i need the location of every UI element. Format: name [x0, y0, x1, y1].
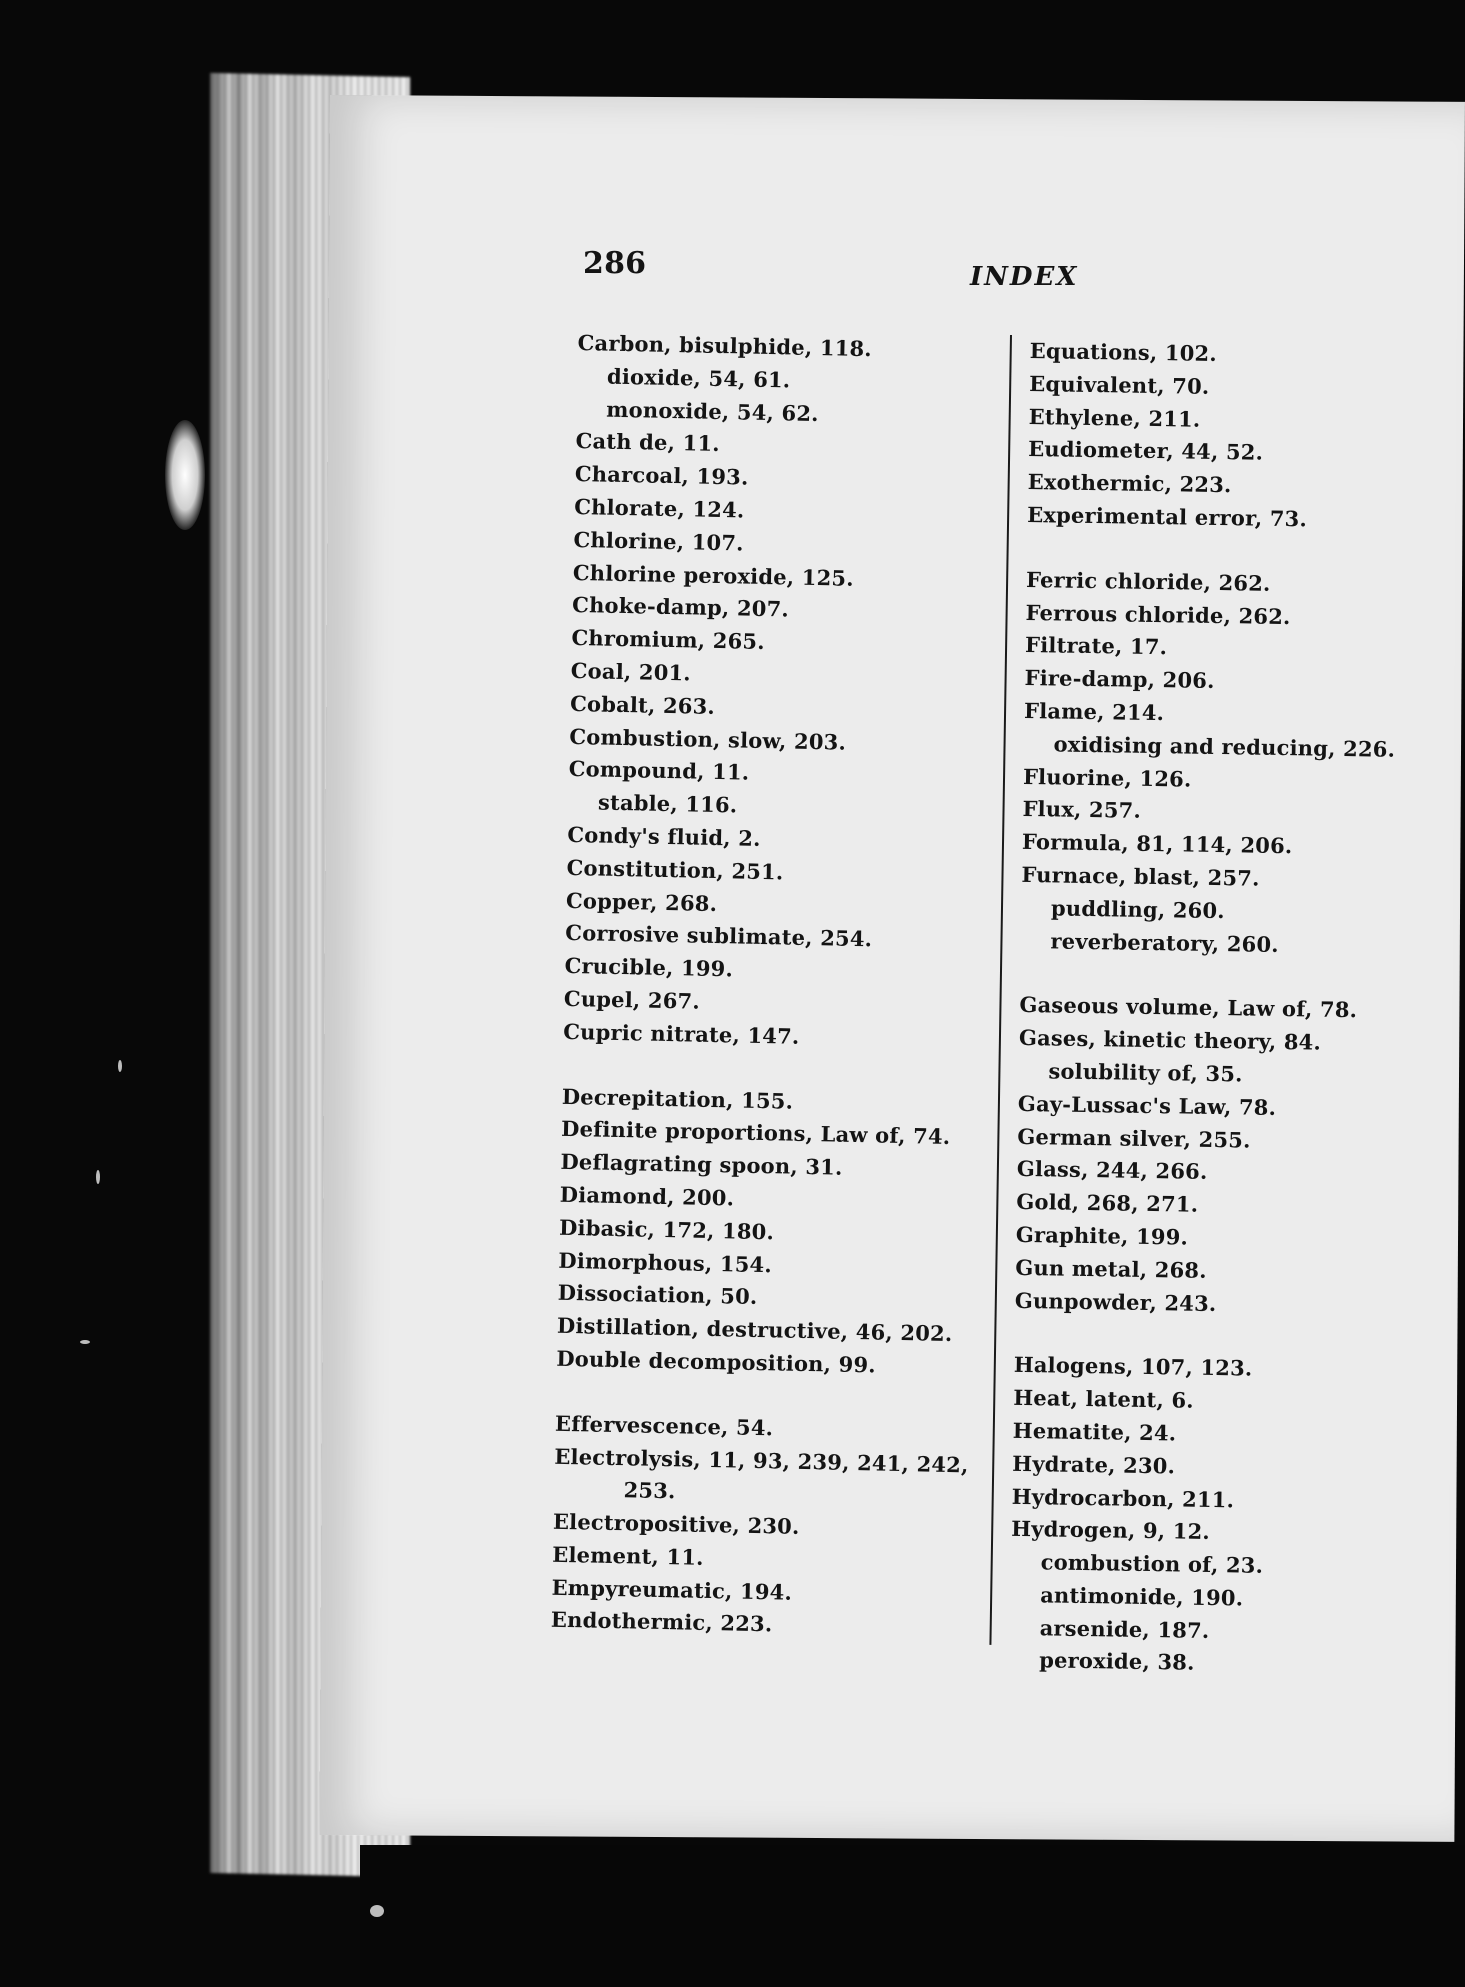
index-entry: Furnace, blast, 257. [1021, 861, 1260, 891]
index-entry: Element, 11. [552, 1541, 704, 1570]
index-entry: Cupric nitrate, 147. [562, 1018, 800, 1049]
index-entry: Distillation, destructive, 46, 202. [556, 1312, 953, 1347]
index-entry: Hydrocarbon, 211. [1011, 1483, 1235, 1512]
index-entry: Heat, latent, 6. [1013, 1384, 1194, 1413]
index-column-right [1009, 335, 1450, 1684]
index-entry: Effervescence, 54. [554, 1410, 774, 1441]
index-entry: German silver, 255. [1017, 1123, 1251, 1153]
index-subentry: oxidising and reducing, 226. [1053, 731, 1396, 762]
index-entry: Glass, 244, 266. [1016, 1156, 1208, 1185]
index-entry: Hematite, 24. [1012, 1417, 1177, 1446]
index-entry: Flux, 257. [1022, 796, 1142, 824]
index-subentry: stable, 116. [597, 789, 738, 818]
index-entry: Dibasic, 172, 180. [558, 1214, 775, 1245]
index-entry: Crucible, 199. [564, 953, 734, 982]
index-entry: Gun metal, 268. [1015, 1254, 1207, 1283]
dust-speck [96, 1170, 100, 1184]
index-entry: Gold, 268, 271. [1016, 1189, 1199, 1217]
index-entry: Deflagrating spoon, 31. [560, 1148, 843, 1180]
index-entry: Halogens, 107, 123. [1013, 1352, 1253, 1381]
index-entry: Chromium, 265. [571, 625, 766, 655]
index-entry: Fluorine, 126. [1022, 763, 1192, 792]
index-entry: Compound, 11. [568, 756, 750, 786]
index-entry: Condy's fluid, 2. [567, 821, 761, 851]
index-subentry: peroxide, 38. [1038, 1647, 1195, 1676]
index-subentry: arsenide, 187. [1039, 1615, 1210, 1643]
index-entry: Hydrate, 230. [1012, 1450, 1176, 1479]
index-entry: Combustion, slow, 203. [569, 723, 847, 755]
index-entry: Corrosive sublimate, 254. [565, 920, 873, 952]
index-entry: Graphite, 199. [1015, 1221, 1189, 1250]
index-entry: Flame, 214. [1023, 697, 1165, 726]
index-subentry: 253. [623, 1477, 676, 1504]
index-subentry: antimonide, 190. [1040, 1582, 1244, 1611]
index-entry: Coal, 201. [570, 657, 692, 686]
index-entry: Decrepitation, 155. [561, 1083, 794, 1114]
dust-speck [80, 1340, 90, 1344]
index-entry: Ethylene, 211. [1028, 403, 1201, 432]
light-glare [165, 420, 205, 530]
index-entry: Empyreumatic, 194. [551, 1574, 793, 1605]
page-number: 286 [583, 246, 647, 281]
index-column-left [551, 327, 998, 1646]
index-entry: Carbon, bisulphide, 118. [577, 329, 873, 362]
index-entry: Equivalent, 70. [1029, 370, 1210, 399]
index-subentry: combustion of, 23. [1040, 1549, 1264, 1578]
index-subentry: monoxide, 54, 62. [606, 396, 819, 426]
index-entry: Fire-damp, 206. [1024, 665, 1215, 694]
index-entry: Gaseous volume, Law of, 78. [1019, 992, 1358, 1023]
index-entry: Hydrogen, 9, 12. [1011, 1516, 1211, 1545]
index-subentry: dioxide, 54, 61. [606, 363, 791, 393]
index-entry: Filtrate, 17. [1024, 632, 1168, 660]
index-entry: Charcoal, 193. [574, 461, 749, 490]
index-entry: Ferrous chloride, 262. [1025, 599, 1291, 629]
index-subentry: reverberatory, 260. [1050, 927, 1279, 957]
index-entry: Cupel, 267. [563, 985, 701, 1014]
index-entry: Constitution, 251. [566, 854, 784, 885]
index-entry: Endothermic, 223. [550, 1607, 773, 1637]
index-subentry: puddling, 260. [1050, 895, 1225, 923]
index-entry: Experimental error, 73. [1026, 501, 1308, 532]
index-entry: Cobalt, 263. [569, 690, 716, 719]
dark-background [360, 1845, 1465, 1987]
index-entry: Chlorine, 107. [573, 526, 744, 556]
index-entry: Copper, 268. [565, 887, 718, 916]
running-head: INDEX [970, 262, 1079, 292]
index-entry: Gay-Lussac's Law, 78. [1017, 1090, 1277, 1120]
index-entry: Chlorate, 124. [573, 493, 745, 523]
index-entry: Gunpowder, 243. [1014, 1287, 1217, 1316]
index-entry: Cath de, 11. [575, 428, 721, 457]
index-entry: Gases, kinetic theory, 84. [1018, 1025, 1322, 1055]
index-subentry: solubility of, 35. [1048, 1058, 1243, 1087]
index-entry: Dimorphous, 154. [558, 1247, 773, 1277]
index-entry: Formula, 81, 114, 206. [1021, 829, 1293, 859]
index-entry: Eudiometer, 44, 52. [1028, 436, 1264, 466]
index-entry: Choke-damp, 207. [571, 592, 790, 622]
index-entry: Double decomposition, 99. [556, 1345, 877, 1378]
index-entry: Definite proportions, Law of, 74. [560, 1116, 951, 1150]
index-entry: Equations, 102. [1029, 337, 1218, 366]
dust-speck [370, 1905, 384, 1917]
index-entry: Electropositive, 230. [552, 1508, 800, 1539]
index-entry: Diamond, 200. [559, 1181, 735, 1211]
index-entry: Dissociation, 50. [557, 1280, 758, 1310]
index-entry: Exothermic, 223. [1027, 469, 1232, 498]
index-entry: Ferric chloride, 262. [1025, 566, 1271, 596]
index-entry: Electrolysis, 11, 93, 239, 241, 242, [554, 1443, 969, 1477]
dust-speck [118, 1060, 122, 1072]
index-entry: Chlorine peroxide, 125. [572, 559, 855, 591]
